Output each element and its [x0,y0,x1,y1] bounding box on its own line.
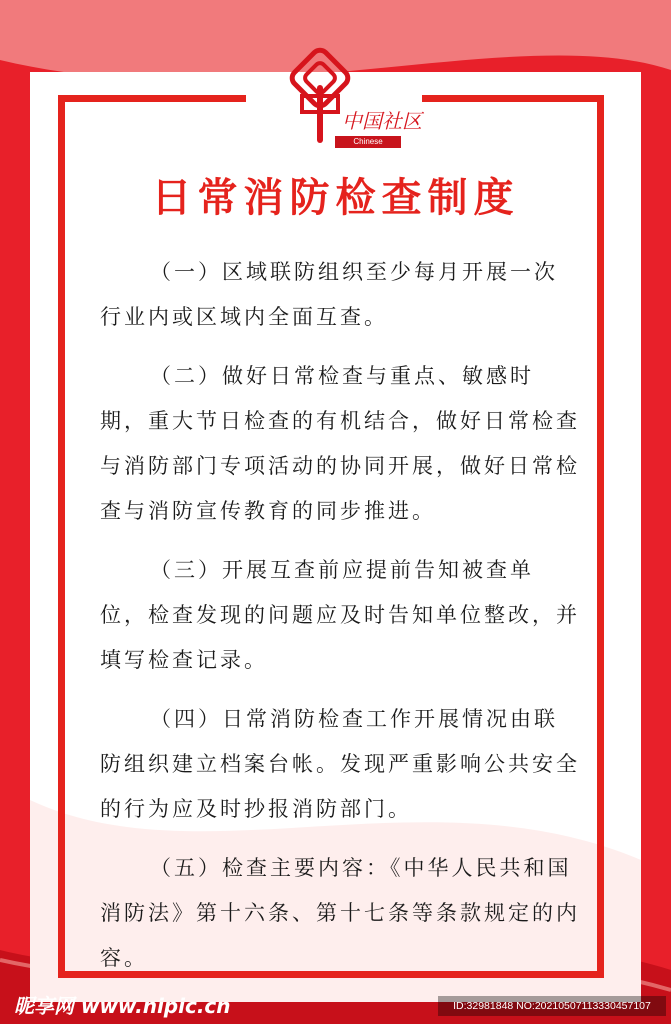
image-id-watermark: ID:32981848 NO:20210507113330457107 [438,996,666,1016]
rule-paragraph-3: （三）开展互查前应提前告知被查单位，检查发现的问题应及时告知单位整改，并填写检查记录。 [100,558,580,672]
rule-paragraph-2: （二）做好日常检查与重点、敏感时期，重大节日检查的有机结合，做好日常检查与消防部门专项活动的协同开展，做好日常检查与消防宣传教育的同步推进。 [100,364,580,523]
rules-body [100,250,580,995]
logo-cn-text: 中国社区 [342,109,422,133]
page-title: 日常消防检查制度 [151,175,520,221]
logo-en-text: Chinese Community [335,136,401,148]
rule-paragraph-4: （四）日常消防检查工作开展情况由联防组织建立档案台帐。发现严重影响公共安全的行为应及时抄报消防部门。 [100,707,580,821]
community-logo-icon [268,38,422,148]
rule-paragraph-1: （一）区域联防组织至少每月开展一次行业内或区域内全面互查。 [100,260,558,329]
rule-paragraph-5: （五）检查主要内容：《中华人民共和国消防法》第十六条、第十七条等条款规定的内容。 [100,856,580,970]
site-watermark: 昵享网 www.nipic.cn [14,994,231,1018]
